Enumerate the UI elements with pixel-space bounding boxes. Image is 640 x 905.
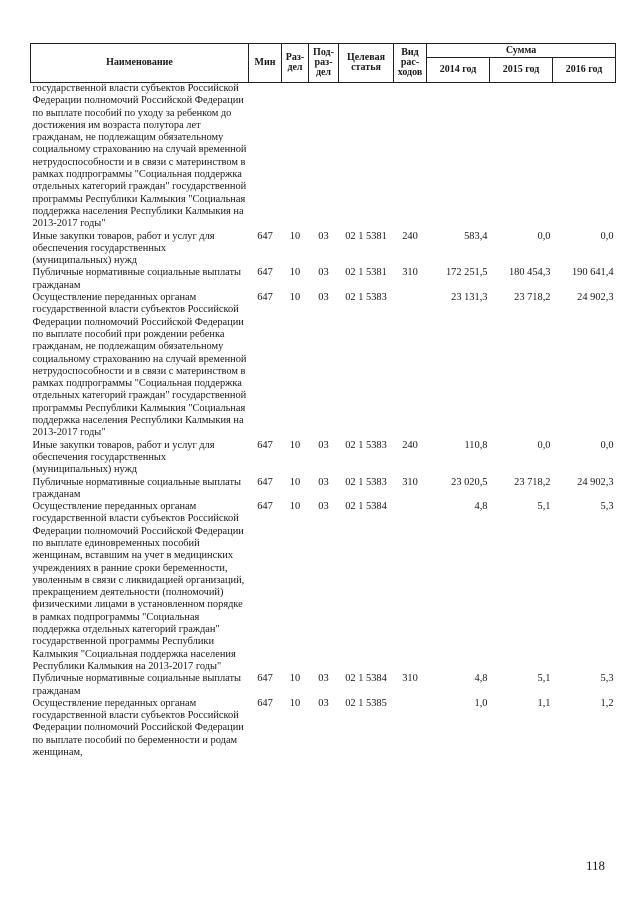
row-celevaya: 02 1 5383 [345,476,387,488]
row-sum-2015: 23 718,2 [514,292,551,304]
row-razdel: 10 [289,697,301,709]
header-name: Наименование [31,44,249,83]
row-podrazdel: 03 [318,439,329,451]
row-name: Публичные нормативные социальные выплаты гражданам [32,267,242,291]
row-name: Иные закупки товаров, работ и услуг для обеспечения государственных (муниципальных) нужд [32,439,215,476]
row-sum-2015: 1,1 [537,697,551,709]
header-year-2015: 2015 год [490,58,553,83]
row-vid: 310 [402,673,418,685]
header-summa: Сумма [427,44,616,58]
row-podrazdel: 03 [318,292,329,304]
row-sum-2014: 23 020,5 [451,476,488,488]
table-row [31,698,616,759]
table-header [31,44,616,83]
row-vid: 310 [402,476,418,488]
table-row [31,267,616,292]
budget-table [30,43,616,759]
row-name: Осуществление переданных органам государственной власти субъектов Российской Федерации полномочий Российской Федерации по выплате единовременных пособий женщинам, вставшим на учет в медицинских учреждениях в ранние сроки беременности, уволенным в связи с ликвидацией организаций, прекращением деятельности (полномочий) физическими лицами в установленном порядке в рамках подпрограммы "Социальная поддержка отдельных категорий граждан" государственной программы Республики Калмыкия "Социальная поддержка населения Республики Калмыкия на 2013-2017 годы" [32,501,245,672]
row-podrazdel: 03 [318,501,329,513]
row-name: Осуществление переданных органам государственной власти субъектов Российской Федерации полномочий Российской Федерации по выплате пособий по беременности и родам женщинам, [32,697,244,759]
row-name: Публичные нормативные социальные выплаты гражданам [32,476,242,500]
row-razdel: 10 [289,267,301,279]
row-podrazdel: 03 [318,230,329,242]
row-sum-2015: 0,0 [537,439,551,451]
row-celevaya: 02 1 5385 [345,697,387,709]
row-min: 647 [257,292,273,304]
row-sum-2016: 5,3 [600,501,614,513]
row-vid: 310 [402,267,418,279]
header-vid: Вид рас- ходов [394,44,427,83]
row-sum-2016: 24 902,3 [577,476,614,488]
table-body [31,83,616,760]
header-celevaya: Целевая статья [339,44,394,83]
row-name: Публичные нормативные социальные выплаты гражданам [32,673,242,697]
row-razdel [282,83,309,231]
row-sum-2014: 4,8 [474,673,488,685]
row-min: 647 [257,267,273,279]
row-vid: 240 [402,230,418,242]
row-sum-2015: 5,1 [537,501,551,513]
table-row [31,673,616,698]
table-row [31,501,616,673]
row-vid [394,501,427,673]
row-vid [394,83,427,231]
row-min: 647 [257,230,273,242]
row-sum-2016: 0,0 [600,439,614,451]
row-sum-2015: 180 454,3 [508,267,551,279]
row-sum-2016 [553,83,616,231]
row-podrazdel: 03 [318,476,329,488]
row-name: Иные закупки товаров, работ и услуг для обеспечения государственных (муниципальных) нужд [32,230,215,267]
row-podrazdel: 03 [318,697,329,709]
row-razdel: 10 [289,501,301,513]
row-min [249,83,282,231]
table-row [31,231,616,268]
row-razdel: 10 [289,476,301,488]
header-year-2014: 2014 год [427,58,490,83]
row-name: Осуществление переданных органам государственной власти субъектов Российской Федерации полномочий Российской Федерации по выплате пособий при рождении ребенка гражданам, не подлежащим обязательному социальному страхованию на случай временной нетрудоспособности и в связи с материнством в рамках подпрограммы "Социальная поддержка отдельных категорий граждан" государственной программы Республики Калмыкия "Социальная поддержка населения Республики Калмыкия на 2013-2017 годы" [32,292,247,439]
row-razdel: 10 [289,439,301,451]
row-sum-2016: 24 902,3 [577,292,614,304]
table-row [31,440,616,477]
row-celevaya: 02 1 5384 [345,673,387,685]
row-vid: 240 [402,439,418,451]
row-sum-2016: 5,3 [600,673,614,685]
row-podrazdel: 03 [318,267,329,279]
row-celevaya [339,83,394,231]
table-row [31,83,616,231]
row-sum-2016: 190 641,4 [571,267,614,279]
header-min: Мин [249,44,282,83]
row-sum-2015: 5,1 [537,673,551,685]
row-min: 647 [257,673,273,685]
row-podrazdel: 03 [318,673,329,685]
row-vid [394,292,427,440]
row-min: 647 [257,476,273,488]
row-sum-2015 [490,83,553,231]
row-min: 647 [257,697,273,709]
header-razdel: Раз- дел [282,44,309,83]
page-number: 118 [586,858,606,873]
row-min: 647 [257,501,273,513]
row-sum-2014: 172 251,5 [445,267,488,279]
row-sum-2014: 110,8 [464,439,488,451]
row-celevaya: 02 1 5381 [345,267,387,279]
row-razdel: 10 [289,292,301,304]
row-razdel: 10 [289,230,301,242]
header-podrazdel: Под- раз- дел [309,44,339,83]
row-sum-2015: 0,0 [537,230,551,242]
row-celevaya: 02 1 5384 [345,501,387,513]
row-sum-2016: 0,0 [600,230,614,242]
row-sum-2014: 583,4 [464,230,488,242]
row-celevaya: 02 1 5383 [345,292,387,304]
table-row [31,477,616,502]
row-sum-2014: 1,0 [474,697,488,709]
row-vid [394,698,427,759]
row-sum-2016: 1,2 [600,697,614,709]
row-celevaya: 02 1 5383 [345,439,387,451]
row-podrazdel [309,83,339,231]
row-sum-2014: 23 131,3 [451,292,488,304]
row-sum-2014: 4,8 [474,501,488,513]
table-row [31,292,616,440]
header-year-2016: 2016 год [553,58,616,83]
row-min: 647 [257,439,273,451]
row-razdel: 10 [289,673,301,685]
row-sum-2014 [427,83,490,231]
row-name: государственной власти субъектов Российской Федерации полномочий Российской Федерации по выплате пособий по уходу за ребенком до достижения им возраста полутора лет гражданам, не подлежащим обязательному социальному страхованию на случай временной нетрудоспособности и в связи с материнством в рамках подпрограммы "Социальная поддержка отдельных категорий граждан" государственной программы Республики Калмыкия "Социальная поддержка населения Республики Калмыкия на 2013-2017 годы" [32,83,247,230]
row-sum-2015: 23 718,2 [514,476,551,488]
row-celevaya: 02 1 5381 [345,230,387,242]
